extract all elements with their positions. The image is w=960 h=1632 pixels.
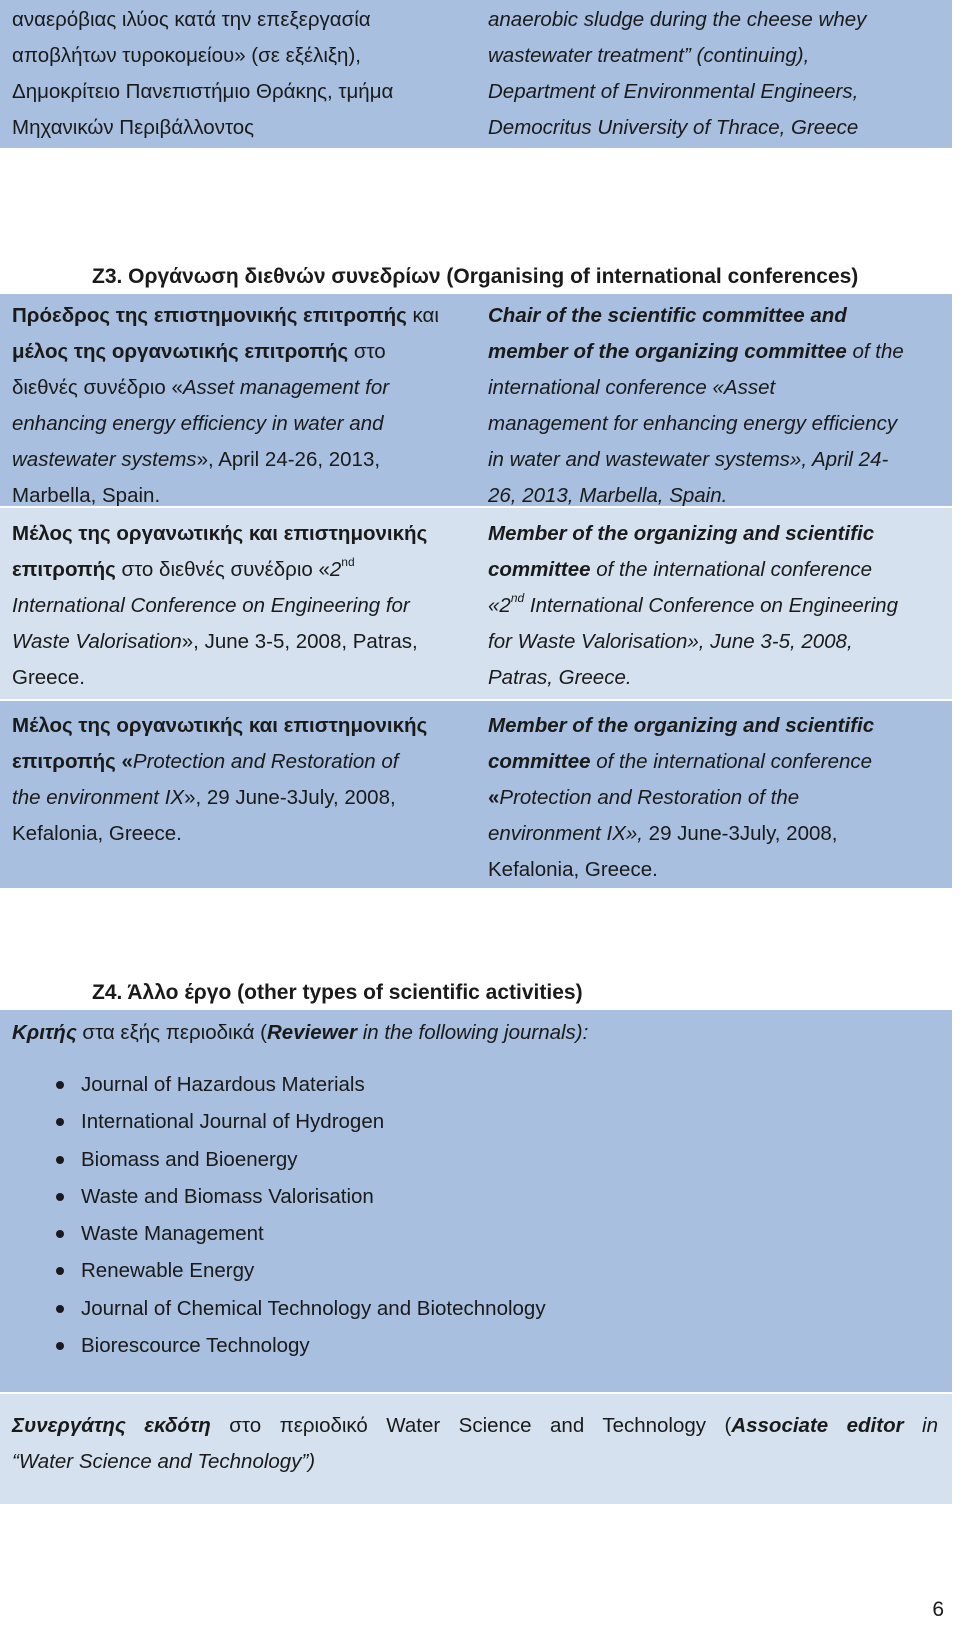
text-line: [488, 588, 942, 624]
text-line: [12, 516, 466, 552]
italic-text: International Conference on Engineering: [524, 594, 898, 617]
text-line: [12, 780, 466, 816]
italic-text: of the international conference: [590, 750, 873, 773]
journal-name: International Journal of Hydrogen: [81, 1110, 385, 1134]
page-number: 6: [932, 1598, 944, 1621]
text-line: [488, 816, 942, 852]
text-line: Kefalonia, Greece.: [12, 822, 182, 845]
text-line: [488, 334, 942, 370]
z3-row-waste-valorisation: [0, 508, 952, 701]
text-line: [12, 334, 466, 370]
bullet-icon: [56, 1267, 64, 1275]
text-line: [488, 516, 942, 552]
z4-reviewer-block: [0, 1010, 952, 1392]
section-z4-heading: Ζ4. Άλλο έργο (other types of scientific activities): [92, 981, 583, 1004]
list-item: [0, 1141, 952, 1178]
bullet-icon: [56, 1118, 64, 1126]
text-line: for Waste Valorisation», June 3-5, 2008,: [488, 630, 853, 653]
bold-text: επιτροπής «: [12, 750, 133, 773]
bold-text: committee: [488, 750, 591, 773]
list-item: [0, 1327, 952, 1364]
list-item: [0, 1290, 952, 1327]
bold-italic-text: Κριτής: [12, 1021, 77, 1044]
journal-name: Waste Management: [81, 1222, 264, 1246]
italic-text: of the: [846, 340, 904, 363]
z3-row-chair: [0, 294, 952, 508]
text-line: [12, 588, 466, 624]
bullet-icon: [56, 1081, 64, 1089]
journal-name: Biomass and Bioenergy: [81, 1147, 298, 1171]
italic-text: “Water Science and Technology”): [12, 1450, 316, 1473]
plain-text: και: [406, 304, 439, 327]
italic-text: «2: [488, 594, 511, 617]
text-line: Marbella, Spain.: [12, 484, 161, 507]
list-item: [0, 1066, 952, 1103]
text-line: αποβλήτων τυροκομείου» (σε εξέλιξη),: [12, 44, 361, 67]
text-line: Kefalonia, Greece.: [488, 858, 658, 881]
superscript: nd: [341, 555, 355, 570]
text-line: [12, 442, 466, 478]
italic-text: 2: [329, 558, 342, 581]
z3-row2-english-cell: [476, 516, 952, 699]
z3-row-protection-restoration: [0, 701, 952, 888]
list-item: [0, 1215, 952, 1252]
section-z3-heading: Ζ3. Οργάνωση διεθνών συνεδρίων (Organising of international conferences): [92, 265, 859, 288]
text-line: [488, 552, 942, 588]
list-item: [0, 1178, 952, 1215]
text-line: Democritus University of Thrace, Greece: [488, 116, 859, 139]
bold-text: Πρόεδρος της επιστημονικής επιτροπής: [12, 304, 407, 327]
bold-text: επιτροπής: [12, 558, 116, 581]
text-line: [12, 708, 466, 744]
text-line: 26, 2013, Marbella, Spain.: [488, 484, 728, 507]
text-line: management for enhancing energy efficiency: [488, 412, 898, 435]
plain-text: στο: [348, 340, 386, 363]
z4-associate-editor-block: [0, 1394, 952, 1504]
text-line: Greece.: [12, 666, 85, 689]
editor-line-1: [12, 1408, 938, 1444]
plain-text: στα εξής περιοδικά (: [76, 1021, 267, 1044]
z3-row3-english-cell: [476, 708, 952, 888]
text-line: international conference «Asset: [488, 376, 776, 399]
bold-text: committee: [488, 558, 591, 581]
z3-row3-greek-cell: [0, 708, 476, 888]
text-line: wastewater treatment” (continuing),: [488, 44, 810, 67]
journal-name: Journal of Chemical Technology and Biotechnology: [81, 1296, 546, 1320]
bold-italic-text: Associate editor: [731, 1414, 904, 1437]
italic-text: in: [903, 1414, 938, 1437]
top-row-greek-cell: [0, 2, 476, 148]
text-line: anaerobic sludge during the cheese whey: [488, 8, 867, 31]
italic-text: Protection and Restoration of the: [499, 786, 800, 809]
journal-name: Waste and Biomass Valorisation: [81, 1184, 374, 1208]
text-line: [488, 298, 942, 334]
journal-name: Renewable Energy: [81, 1259, 255, 1283]
top-continuation-row: [0, 0, 952, 148]
bold-text: Μέλος της οργανωτικής και επιστημονικής: [12, 714, 428, 737]
bold-text: μέλος της οργανωτικής επιτροπής: [12, 340, 349, 363]
text-line: [12, 624, 466, 660]
bold-text: Member of the organizing and scientific: [488, 714, 875, 737]
text-line: [488, 780, 942, 816]
plain-text: », 29 June-3July, 2008,: [184, 786, 396, 809]
journal-name: Biorescource Technology: [81, 1334, 310, 1358]
bold-text: member of the organizing committee: [488, 340, 847, 363]
text-line: Patras, Greece.: [488, 666, 632, 689]
bullet-icon: [56, 1305, 64, 1313]
text-line: [488, 708, 942, 744]
plain-text: στο περιοδικό Water Science and Technology (: [210, 1414, 732, 1437]
reviewer-line: [0, 1015, 952, 1051]
text-line: [488, 744, 942, 780]
italic-text: the environment IX: [12, 786, 185, 809]
z3-row1-english-cell: [476, 298, 952, 506]
plain-text: », April 24-26, 2013,: [196, 448, 381, 471]
plain-text: 29 June-3July, 2008,: [642, 822, 838, 845]
italic-text: International Conference on Engineering for: [12, 594, 410, 617]
list-item: [0, 1252, 952, 1289]
bold-text: «: [488, 786, 500, 809]
italic-text: Protection and Restoration of: [132, 750, 399, 773]
bullet-icon: [56, 1193, 64, 1201]
z3-conferences-table: [0, 294, 952, 888]
z3-row1-greek-cell: [0, 298, 476, 506]
text-line: [12, 552, 466, 588]
bullet-icon: [56, 1156, 64, 1164]
text-line: in water and wastewater systems», April 24-: [488, 448, 889, 471]
bullet-icon: [56, 1230, 64, 1238]
bold-text: Μέλος της οργανωτικής και επιστημονικής: [12, 522, 428, 545]
text-line: Δημοκρίτειο Πανεπιστήμιο Θράκης, τμήμα: [12, 80, 394, 103]
italic-text: wastewater systems: [12, 448, 197, 471]
editor-line-2: [12, 1444, 938, 1480]
plain-text: στο διεθνές συνέδριο «: [115, 558, 330, 581]
journal-list: [0, 1066, 952, 1364]
text-line: Μηχανικών Περιβάλλοντος: [12, 116, 255, 139]
list-item: [0, 1103, 952, 1140]
bold-italic-text: Συνεργάτης εκδότη: [12, 1414, 211, 1437]
superscript: nd: [510, 591, 525, 606]
italic-text: Waste Valorisation: [12, 630, 182, 653]
text-line: [12, 370, 466, 406]
text-line: [12, 298, 466, 334]
text-line: Department of Environmental Engineers,: [488, 80, 859, 103]
z3-row2-greek-cell: [0, 516, 476, 699]
bold-italic-text: Reviewer: [266, 1021, 358, 1044]
text-line: αναερόβιας ιλύος κατά την επεξεργασία: [12, 8, 371, 31]
plain-text: διεθνές συνέδριο «: [12, 376, 183, 399]
italic-text: Asset management for: [182, 376, 390, 399]
text-line: [12, 744, 466, 780]
italic-text: environment IX»,: [488, 822, 643, 845]
top-row-english-cell: [476, 2, 952, 148]
italic-text: of the international conference: [590, 558, 873, 581]
italic-text: in the following journals):: [357, 1021, 589, 1044]
bullet-icon: [56, 1342, 64, 1350]
bold-text: Member of the organizing and scientific: [488, 522, 875, 545]
plain-text: », June 3-5, 2008, Patras,: [181, 630, 418, 653]
bold-text: Chair of the scientific committee and: [488, 304, 847, 327]
italic-text: enhancing energy efficiency in water and: [12, 412, 384, 435]
journal-name: Journal of Hazardous Materials: [81, 1073, 365, 1096]
text-line: [12, 406, 466, 442]
